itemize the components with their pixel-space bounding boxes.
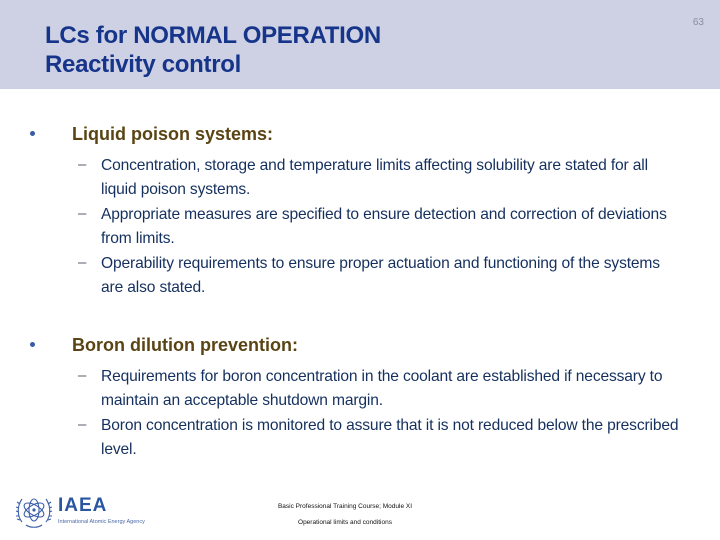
sub-item-text: Boron concentration is monitored to assure that it is not reduced below the prescribed level. xyxy=(101,417,679,458)
bullet-heading: Liquid poison systems: xyxy=(72,124,274,144)
iaea-emblem-icon xyxy=(14,492,54,530)
footer-course: Basic Professional Training Course; Module XI xyxy=(277,503,413,510)
dash-icon: – xyxy=(78,254,87,271)
dash-icon: – xyxy=(78,416,87,433)
dash-icon: – xyxy=(78,156,87,173)
dash-icon: – xyxy=(78,205,87,222)
title-line-1: LCs for NORMAL OPERATION xyxy=(45,22,381,49)
title-line-2: Reactivity control xyxy=(45,51,241,78)
sub-item-text: Requirements for boron concentration in the coolant are established if necessary to maintain an acceptable shutdown margin. xyxy=(101,368,663,409)
bullet-heading: Boron dilution prevention: xyxy=(72,335,298,355)
bullet-dot-icon xyxy=(30,131,35,136)
iaea-logo xyxy=(14,492,164,530)
iaea-wordmark: IAEA xyxy=(58,495,108,516)
dash-icon: – xyxy=(78,367,87,384)
sub-item-text: Concentration, storage and temperature limits affecting solubility are stated for all liquid poison systems. xyxy=(101,157,648,198)
sub-item-text: Operability requirements to ensure proper actuation and functioning of the systems are also stated. xyxy=(101,255,660,296)
bullet-dot-icon xyxy=(30,342,35,347)
slide-header xyxy=(0,0,720,89)
page-number: 63 xyxy=(692,17,704,28)
slide-title xyxy=(45,21,381,79)
iaea-full-name: International Atomic Energy Agency xyxy=(58,519,145,525)
sub-item-text: Appropriate measures are specified to ensure detection and correction of deviations from limits. xyxy=(101,206,667,247)
footer-topic: Operational limits and conditions xyxy=(298,519,392,526)
